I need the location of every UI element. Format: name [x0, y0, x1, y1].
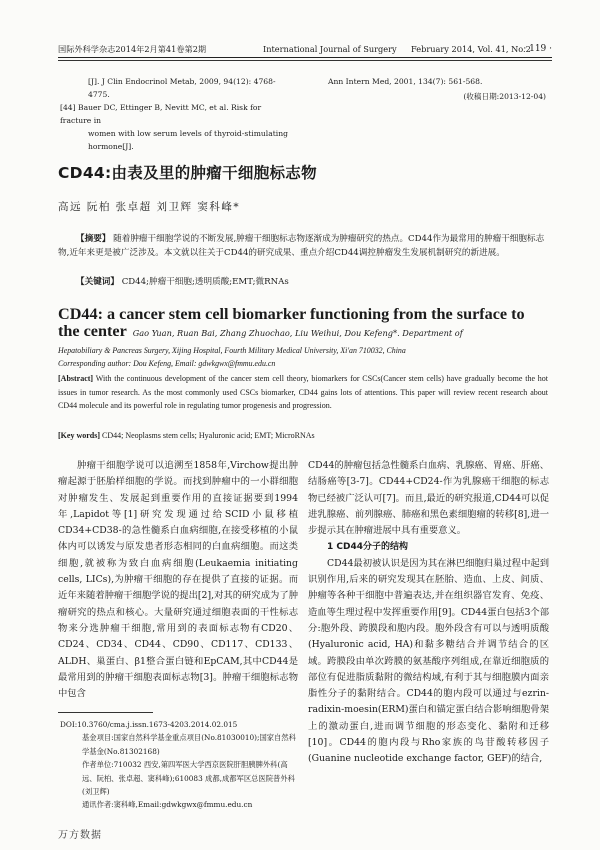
body-paragraph: 肿瘤干细胞学说可以追溯至1858年,Virchow提出肿瘤起源于胚胎样细胞的学说。而找到肿瘤中的一小群细胞对肿瘤发生、发展起到重要作用的直接证据要到1994年,Lapidot等[1]研究发现通过给SCID小鼠移植CD34+CD38-的急性髓系白血病细胞,在接受移植的小鼠体内可以诱发与原发患者形态相同的白血病细胞。而这类细胞,就被称为致白血病细胞(Leukaemia initiating cells, LICs),为肿瘤干细胞的存在提供了直接的证据。而近年来随着肿瘤干细胞学说的提出[2],对其的研究成为了肿瘤研究的热点和核心。大量研究通过细胞表面的干性标志物来分选肿瘤干细胞,常用到的表面标志物有CD20、CD24、CD34、CD44、CD90、CD117、CD133、ALDH、巢蛋白、β1整合蛋白链和EpCAM,其中CD44是最常用到的肿瘤干细胞表面标志物[3]。肿瘤干细胞标志物中包含 [58, 460, 298, 700]
affiliation-block [58, 344, 553, 371]
page-number: · 119 · [523, 44, 552, 54]
received-date: (收稿日期:2013-12-04) [463, 92, 546, 101]
body-paragraph: CD44的肿瘤包括急性髓系白血病、乳腺癌、胃癌、肝癌、结肠癌等[3-7]。CD44+CD24-作为乳腺癌干细胞的标志物已经被广泛认可[7]。而且,最近的研究报道,CD44可以促进乳腺癌、前列腺癌、肺癌和黑色素细胞瘤的转移[8],进一步提示其在肿瘤进展中具有重要意义。 [308, 460, 549, 537]
article-title-cn: CD44:由表及里的肿瘤干细胞标志物 [58, 164, 317, 182]
title-authors-line [58, 322, 558, 340]
abstract-en-text: With the continuous development of the cancer stem cell theory, biomarkers for CSCs(Cancer stem cells) have gradually become the hot issues in tumor research. As the most commonly used CSCs biomarker, CD44 gains lots of attentions. This paper will review recent research about CD44 molecule and its powerful role in regulating tumor progenesis and progression. [58, 374, 548, 411]
reference-line: [J]. J Clin Endocrinol Metab, 2009, 94(12): 4768-4775. [88, 77, 276, 99]
keywords-cn-text: CD44;肿瘤干细胞;透明质酸;EMT;微RNAs [121, 277, 289, 287]
affiliation-en: Hepatobiliary & Pancreas Surgery, Xijing Hospital, Fourth Military Medical University, Xi'an 710032, China [58, 346, 406, 355]
body-column-left [58, 458, 298, 702]
keywords-en-label: [Key words] [58, 431, 100, 440]
references-right [328, 75, 546, 103]
reference-line: women with low serum levels of thyroid-stimulating hormone[J]. [88, 129, 288, 151]
keywords-cn [58, 275, 546, 289]
section-heading: 1 CD44分子的结构 [327, 542, 408, 553]
footnote-rule [58, 712, 153, 713]
journal-name-cn: 国际外科学杂志2014年2月第41卷第2期 [58, 44, 207, 54]
abstract-cn-text: 随着肿瘤干细胞学说的不断发展,肿瘤干细胞标志物逐渐成为肿瘤研究的热点。CD44作为最常用的肿瘤干细胞标志物,近年来更是被广泛涉及。本文就以往关于CD44的研究成果、重点介绍CD44调控肿瘤发生发展机制研究的新进展。 [58, 234, 545, 259]
footnote-doi: DOI:10.3760/cma.j.issn.1673-4203.2014.02.015 [60, 720, 238, 729]
header-rule [58, 57, 552, 58]
footnote-funding: 基金项目:国家自然科学基金重点项目(No.81030010);国家自然科学基金(No.81302168) [82, 733, 296, 756]
authors-en: Gao Yuan, Ruan Bai, Zhang Zhuochao, Liu Weihui, Dou Kefeng*. Department of [132, 328, 463, 338]
corresponding-en: Corresponding author: Dou Kefeng, Email: gdwkgwx@fmmu.edu.cn [58, 359, 276, 369]
keywords-en [58, 429, 548, 442]
journal-issue-en: February 2014, Vol. 41, No.2 [411, 44, 531, 54]
footnotes [60, 718, 298, 812]
reference-line: [44] Bauer DC, Ettinger B, Nevitt MC, et al. Risk for fracture in [60, 103, 262, 125]
article-title-en-line2: the center [58, 322, 127, 340]
abstract-en-label: [Abstract] [58, 374, 94, 383]
article-title-en: CD44: a cancer stem cell biomarker functioning from the surface to [58, 305, 525, 323]
running-header [58, 42, 552, 56]
body-column-right [308, 458, 549, 768]
keywords-cn-label: 【关键词】 [76, 277, 119, 287]
header-rule-thin [58, 60, 552, 61]
journal-name-en: International Journal of Surgery [263, 44, 397, 54]
abstract-en [58, 372, 548, 413]
reference-line: Ann Intern Med, 2001, 134(7): 561-568. [328, 77, 483, 86]
keywords-en-text: CD44; Neoplasms stem cells; Hyaluronic acid; EMT; MicroRNAs [102, 431, 315, 440]
abstract-cn-label: 【摘要】 [76, 234, 111, 244]
footnote-corresponding: 通讯作者:窦科峰,Email:gdwkgwx@fmmu.edu.cn [82, 800, 253, 810]
footnote-affiliation: 作者单位:710032 西安,第四军医大学西京医院肝胆胰脾外科(高远、阮柏、张卓超、窦科峰);610083 成都,成都军区总医院普外科(刘卫辉) [82, 760, 295, 797]
watermark-brand: 万方数据 [58, 830, 102, 841]
authors-cn: 高远 阮柏 张卓超 刘卫辉 窦科峰* [58, 201, 241, 213]
references-left [60, 75, 290, 153]
body-paragraph: CD44最初被认识是因为其在淋巴细胞归巢过程中起到识别作用,后来的研究发现其在胚胎、造血、上皮、间质、肿瘤等各种干细胞中普遍表达,并在组织器官发育、免疫、造血等生理过程中发挥重要作用[9]。CD44蛋白包括3个部分:胞外段、跨膜段和胞内段。胞外段含有可以与透明质酸(Hyaluronic acid, HA)和黏多糖结合并调节结合的区域。跨膜段由单次跨膜的氨基酸序列组成,在靠近细胞质的部位有促进脂质黏附的微结构域,有利于其与细胞膜内面亲脂性分子的黏附结合。CD44的胞内段可以通过与ezrin-radixin-moesin(ERM)蛋白和锚定蛋白结合影响细胞骨架上的激动蛋白,进而调节细胞的形态变化、黏附和迁移[10]。CD44的胞内段与Rho家族的鸟苷酸转移因子(Guanine nucleotide exchange factor, GEF)的结合, [308, 557, 549, 765]
abstract-cn [58, 232, 546, 260]
